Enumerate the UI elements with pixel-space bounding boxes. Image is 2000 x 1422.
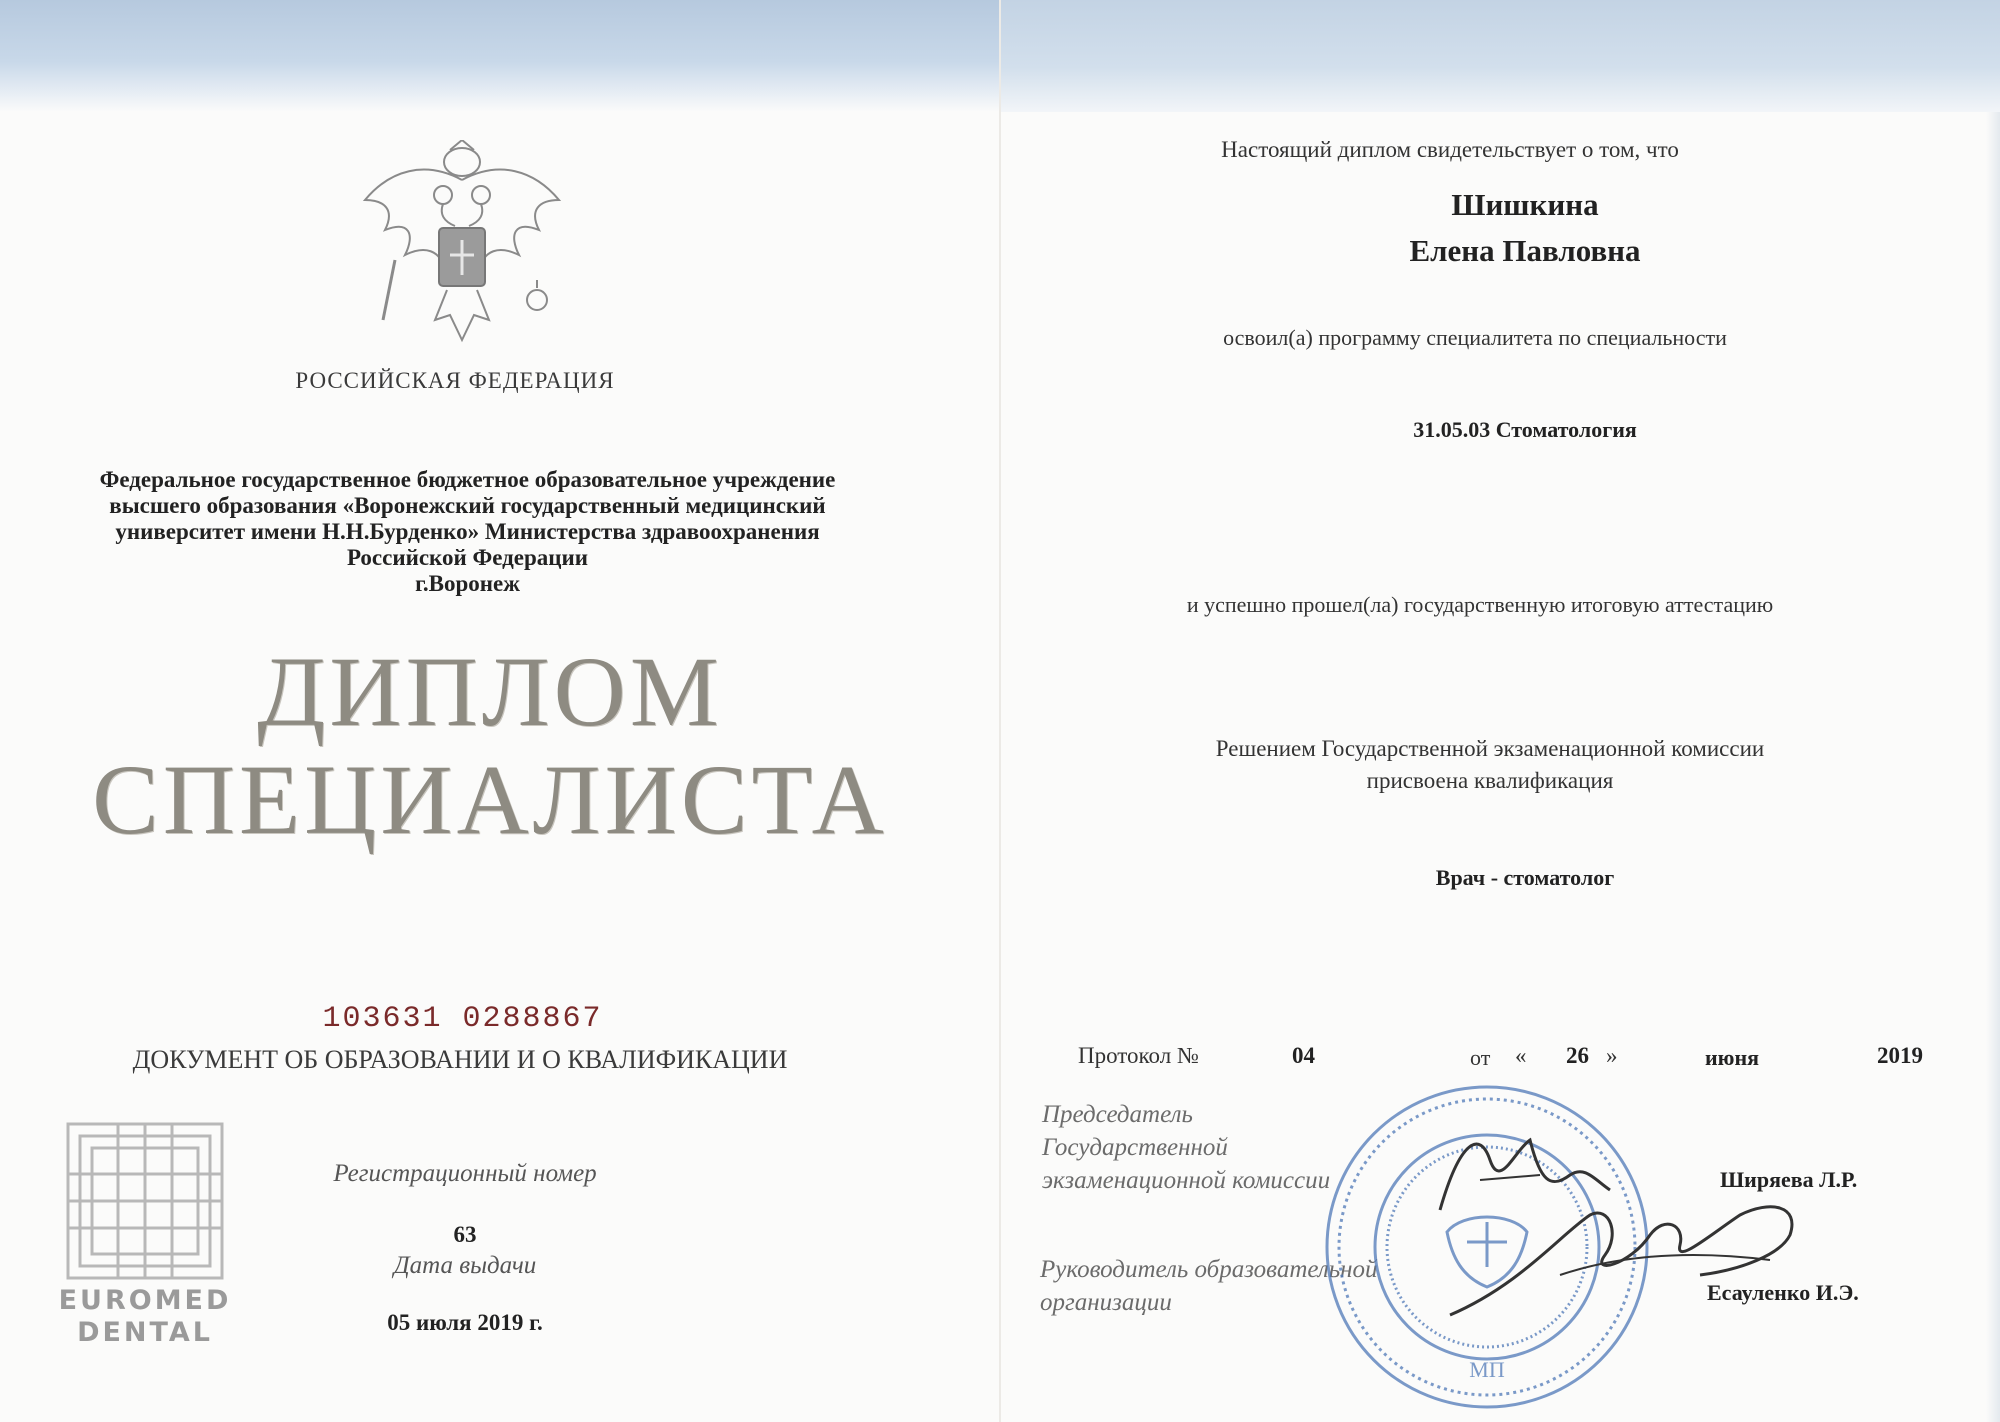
chair-name: Ширяева Л.Р.	[1720, 1167, 1858, 1192]
diploma-title-line2: СПЕЦИАЛИСТА	[92, 744, 888, 855]
page-fold	[999, 0, 1001, 1422]
institution-line: г.Воронеж	[415, 571, 520, 596]
protocol-month: июня	[1705, 1045, 1760, 1070]
chair-title-line: экзаменационной комиссии	[1042, 1167, 1331, 1194]
chair-title	[1042, 1098, 1330, 1197]
graduate-surname: Шишкина	[1451, 187, 1599, 222]
head-title-line: организации	[1040, 1289, 1172, 1316]
head-signature-icon	[1440, 1175, 1810, 1325]
euromed-logo-icon	[66, 1122, 224, 1280]
logo-text-line1: EUROMED	[58, 1285, 232, 1316]
program-text: освоил(а) программу специалитета по специальности	[1223, 325, 1727, 350]
stamp-label: МП	[1469, 1357, 1505, 1382]
institution-block	[15, 467, 920, 597]
issue-date-label: Дата выдачи	[393, 1252, 537, 1279]
page-edge	[1986, 112, 2000, 1422]
logo-text-line2: DENTAL	[77, 1317, 213, 1348]
head-name: Есауленко И.Э.	[1707, 1280, 1859, 1305]
country-name: РОССИЙСКАЯ ФЕДЕРАЦИЯ	[295, 368, 615, 393]
intro-text: Настоящий диплом свидетельствует о том, что	[1221, 137, 1679, 162]
attestation-text: и успешно прошел(ла) государственную итоговую аттестацию	[1186, 592, 1774, 617]
security-band-top-right	[1000, 0, 2000, 112]
serial-number: 103631 0288867	[322, 1002, 603, 1036]
coat-of-arms-icon	[355, 140, 570, 355]
protocol-number: 04	[1292, 1043, 1315, 1068]
document-type: ДОКУМЕНТ ОБ ОБРАЗОВАНИИ И О КВАЛИФИКАЦИИ	[132, 1045, 788, 1074]
qualification: Врач - стоматолог	[1435, 865, 1615, 890]
quote-close: »	[1606, 1043, 1618, 1068]
institution-line: Федеральное государственное бюджетное образовательное учреждение	[99, 467, 836, 492]
registration-number: 63	[453, 1222, 477, 1247]
graduate-name: Елена Павловна	[1409, 233, 1641, 268]
institution-line: высшего образования «Воронежский государственный медицинский	[109, 493, 826, 518]
institution-line: Российской Федерации	[346, 545, 589, 570]
institution-line: университет имени Н.Н.Бурденко» Министерства здравоохранения	[115, 519, 820, 544]
decision-line1: Решением Государственной экзаменационной комиссии	[1215, 736, 1765, 761]
quote-open: «	[1515, 1043, 1527, 1068]
head-title-line: Руководитель образовательной	[1040, 1256, 1378, 1283]
protocol-year: 2019	[1877, 1043, 1923, 1068]
protocol-label: Протокол №	[1078, 1043, 1199, 1068]
decision-line2: присвоена квалификация	[1366, 768, 1614, 793]
registration-label: Регистрационный номер	[333, 1160, 597, 1187]
protocol-day: 26	[1566, 1043, 1589, 1068]
diploma-title-line1: ДИПЛОМ	[257, 636, 723, 747]
chair-title-line: Председатель	[1042, 1101, 1193, 1128]
issue-date: 05 июля 2019 г.	[387, 1310, 543, 1335]
chair-title-line: Государственной	[1042, 1134, 1228, 1161]
specialty: 31.05.03 Стоматология	[1413, 417, 1637, 442]
protocol-from-label: от	[1470, 1045, 1491, 1070]
